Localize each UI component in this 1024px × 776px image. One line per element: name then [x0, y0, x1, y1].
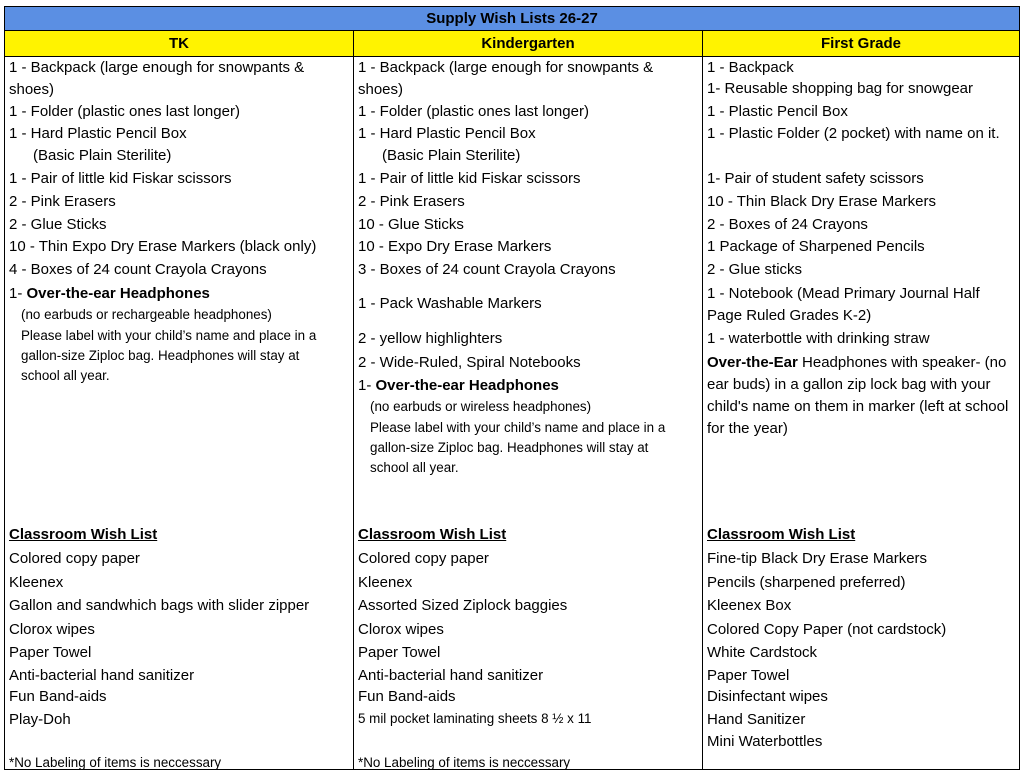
wish-item: Colored copy paper [9, 550, 140, 567]
column-heading-first-grade: First Grade [820, 35, 902, 52]
wish-item: Mini Waterbottles [707, 733, 823, 750]
supply-item: 2 - Pink Erasers [358, 193, 465, 210]
wish-item: 5 mil pocket laminating sheets 8 ½ x 11 [358, 711, 592, 726]
wish-item: Clorox wipes [9, 621, 95, 638]
supply-item: 2 - Boxes of 24 Crayons [707, 216, 868, 233]
headphones-note: (no earbuds or rechargeable headphones) [21, 307, 272, 322]
wish-item: Anti-bacterial hand sanitizer [9, 667, 195, 684]
footnote: *No Labeling of items is neccessary [9, 755, 222, 769]
header-row [5, 31, 1019, 57]
label-note: Please label with your child’s name and place in a gallon-size Ziploc bag. Headphones will stay at school all year. [370, 420, 666, 475]
supply-item: 10 - Thin Expo Dry Erase Markers (black only) [9, 238, 317, 255]
column-first-grade [703, 57, 1019, 769]
supply-item: 1 - Pack Washable Markers [358, 295, 542, 312]
supply-item: 4 - Boxes of 24 count Crayola Crayons [9, 261, 267, 278]
wish-item: Paper Towel [358, 644, 441, 661]
headphones-details: Headphones with speaker- (no ear buds) in a gallon zip lock bag with your child's name on them in marker (left at school for the year) [707, 354, 1009, 437]
headphones-note: (no earbuds or wireless headphones) [370, 399, 592, 414]
supply-item: 10 - Thin Black Dry Erase Markers [707, 193, 936, 210]
column-kindergarten [354, 57, 702, 769]
headphones-item [358, 375, 700, 397]
headphones-prefix: 1- [9, 285, 27, 302]
headphones-label: Over-the-ear Headphones [26, 285, 210, 302]
supply-item: 1 - Hard Plastic Pencil Box [358, 125, 536, 142]
supply-item: 2 - Glue Sticks [9, 216, 107, 233]
supply-item: 1 - waterbottle with drinking straw [707, 330, 930, 347]
supply-item: 2 - Wide-Ruled, Spiral Notebooks [358, 354, 581, 371]
wish-item: Hand Sanitizer [707, 711, 806, 728]
wish-list-heading: Classroom Wish List [358, 526, 507, 543]
supply-item: 1 - Folder (plastic ones last longer) [9, 103, 240, 120]
wish-item: Fun Band-aids [358, 688, 456, 705]
wish-item: Paper Towel [707, 667, 790, 684]
headphones-item [9, 283, 351, 305]
wish-list-heading: Classroom Wish List [707, 526, 856, 543]
wish-item: Gallon and sandwhich bags with slider zipper [9, 597, 310, 614]
supply-item: 3 - Boxes of 24 count Crayola Crayons [358, 261, 616, 278]
wish-item: Colored copy paper [358, 550, 489, 567]
supply-item: 1 Package of Sharpened Pencils [707, 238, 925, 255]
wish-item: Pencils (sharpened preferred) [707, 574, 906, 591]
wish-item: Kleenex [358, 574, 413, 591]
headphones-label: Over-the-Ear [707, 354, 798, 371]
wish-item: Paper Towel [9, 644, 92, 661]
wish-item: Assorted Sized Ziplock baggies [358, 597, 568, 614]
supply-item: (Basic Plain Sterilite) [382, 147, 521, 164]
supply-item: 2 - Pink Erasers [9, 193, 116, 210]
supply-item: 1 - Hard Plastic Pencil Box [9, 125, 187, 142]
supply-item: 1 - Backpack (large enough for snowpants & shoes) [9, 59, 305, 98]
supply-item: 1 - Backpack (large enough for snowpants & shoes) [358, 59, 654, 98]
wish-item: White Cardstock [707, 644, 818, 661]
supply-item: 1 - Folder (plastic ones last longer) [358, 103, 589, 120]
supply-item: 10 - Expo Dry Erase Markers [358, 238, 552, 255]
supply-item: 1 - Pair of little kid Fiskar scissors [9, 170, 232, 187]
table-title: Supply Wish Lists 26-27 [5, 7, 1019, 31]
supply-item: 1 - Notebook (Mead Primary Journal Half Page Ruled Grades K-2) [707, 285, 980, 324]
column-heading-kindergarten: Kindergarten [481, 35, 575, 52]
headphones-item [707, 352, 1013, 440]
supply-item: 1- Pair of student safety scissors [707, 170, 924, 187]
wish-item: Disinfectant wipes [707, 688, 828, 705]
headphones-label: Over-the-ear Headphones [375, 377, 559, 394]
headphones-prefix: 1- [358, 377, 376, 394]
supply-item: 1 - Backpack [707, 59, 794, 76]
wish-item: Fine-tip Black Dry Erase Markers [707, 550, 928, 567]
supply-item: (Basic Plain Sterilite) [33, 147, 172, 164]
supply-item: 1 - Pair of little kid Fiskar scissors [358, 170, 581, 187]
wish-item: Anti-bacterial hand sanitizer [358, 667, 544, 684]
wish-item: Fun Band-aids [9, 688, 107, 705]
supply-item: 2 - yellow highlighters [358, 330, 503, 347]
supply-item: 1- Reusable shopping bag for snowgear [707, 80, 974, 97]
wish-item: Kleenex [9, 574, 64, 591]
supply-item: 1 - Plastic Folder (2 pocket) with name on it. [707, 125, 1000, 142]
wish-item: Play-Doh [9, 711, 71, 728]
supply-item: 1 - Plastic Pencil Box [707, 103, 848, 120]
supply-table [4, 6, 1020, 770]
supply-item: 10 - Glue Sticks [358, 216, 464, 233]
wish-item: Colored Copy Paper (not cardstock) [707, 621, 947, 638]
supply-item: 2 - Glue sticks [707, 261, 803, 278]
label-note: Please label with your child’s name and place in a gallon-size Ziploc bag. Headphones will stay at school all year. [21, 328, 317, 383]
wish-item: Kleenex Box [707, 597, 792, 614]
wish-list-heading: Classroom Wish List [9, 526, 158, 543]
footnote: *No Labeling of items is neccessary [358, 755, 571, 769]
column-heading-tk: TK [169, 35, 189, 52]
wish-item: Clorox wipes [358, 621, 444, 638]
column-tk [5, 57, 353, 769]
